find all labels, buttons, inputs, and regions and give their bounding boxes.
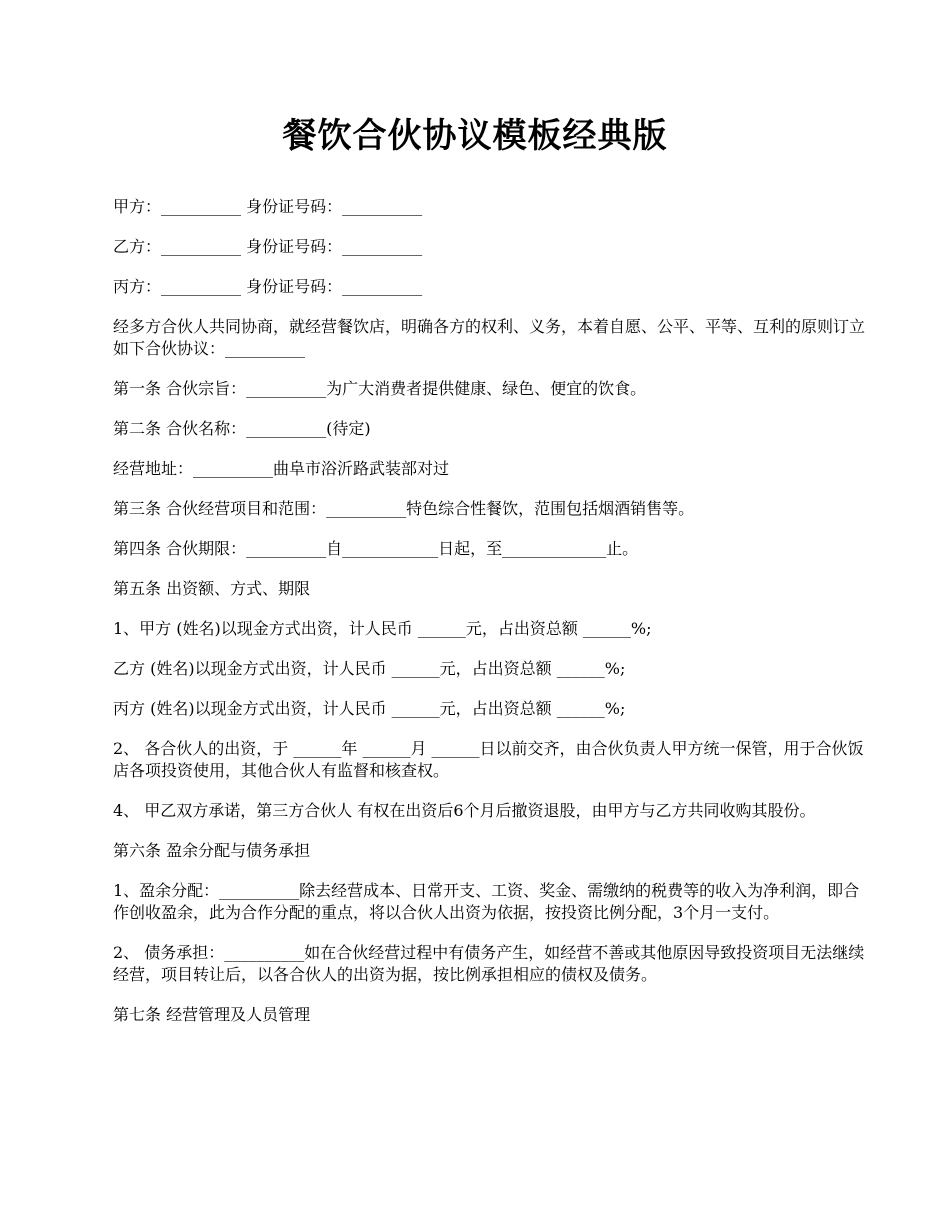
article-1-purpose: 第一条 合伙宗旨：__________为广大消费者提供健康、绿色、便宜的饮食。	[113, 379, 647, 398]
article-2-name: 第二条 合伙名称：__________(待定)	[113, 419, 371, 438]
business-address: 经营地址：__________曲阜市浴沂路武装部对过	[113, 459, 450, 478]
preamble: 经多方合伙人共同协商，就经营餐饮店，明确各方的权利、义务，本着自愿、公平、平等、互利的原则订立如下合伙协议：__________	[113, 317, 866, 358]
article-7-heading: 第七条 经营管理及人员管理	[113, 1005, 311, 1024]
article-4-term: 第四条 合伙期限：__________自____________日起，至_____________止。	[113, 539, 639, 558]
article-5-heading: 第五条 出资额、方式、期限	[113, 579, 311, 598]
contribution-party-b: 乙方 (姓名)以现金方式出资，计人民币 ______元，占出资总额 ______%;	[113, 659, 626, 678]
party-b-line: 乙方：__________ 身份证号码：__________	[113, 237, 423, 256]
party-a-line: 甲方：__________ 身份证号码：__________	[113, 197, 423, 216]
debt-liability: 2、 债务承担：__________如在合伙经营过程中有债务产生，如经营不善或其他原因导致投资项目无法继续经营，项目转让后，以各合伙人的出资为据，按比例承担相应的债权及债务。	[113, 943, 865, 984]
contribution-deadline: 2、 各合伙人的出资，于 ______年 ______月 ______日以前交齐，由合伙负责人甲方统一保管，用于合伙饭店各项投资使用，其他合伙人有监督和核查权。	[113, 739, 864, 780]
withdrawal-clause: 4、 甲乙双方承诺，第三方合伙人 有权在出资后6个月后撤资退股，由甲方与乙方共同收购其股份。	[113, 801, 816, 820]
document-title: 餐饮合伙协议模板经典版	[282, 116, 668, 156]
profit-distribution: 1、盈余分配：__________除去经营成本、日常开支、工资、奖金、需缴纳的税费等的收入为净利润，即合作创收盈余，此为合作分配的重点，将以合伙人出资为依据，按投资比例分配，3个月一支付。	[113, 881, 860, 922]
contribution-party-c: 丙方 (姓名)以现金方式出资，计人民币 ______元，占出资总额 ______%;	[113, 699, 626, 718]
article-6-heading: 第六条 盈余分配与债务承担	[113, 841, 311, 860]
contribution-party-a: 1、甲方 (姓名)以现金方式出资，计人民币 ______元，占出资总额 ______%;	[113, 619, 652, 638]
party-c-line: 丙方：__________ 身份证号码：__________	[113, 277, 423, 296]
article-3-scope: 第三条 合伙经营项目和范围：__________特色综合性餐饮，范围包括烟酒销售等。	[113, 499, 695, 518]
